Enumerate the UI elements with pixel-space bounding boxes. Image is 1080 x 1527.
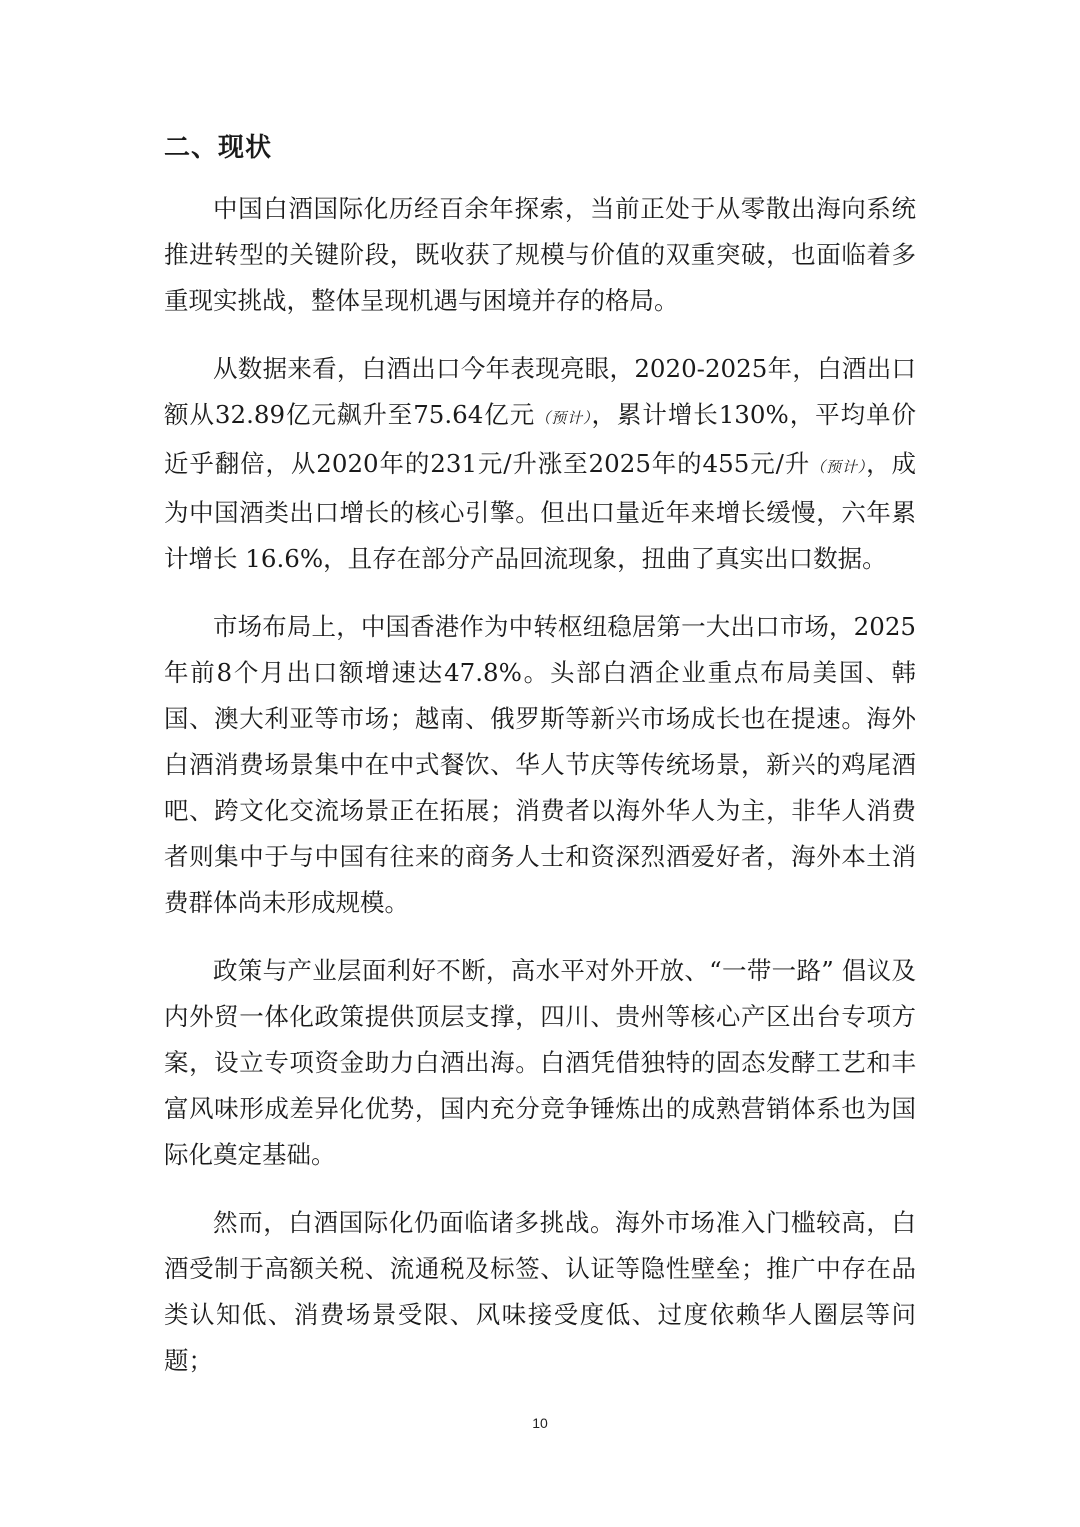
paragraph-2-text-a: 从数据来看，白酒出口今年表现亮眼，2020-2025年，白酒出口额从32.89亿元飙升至75.64亿元 [164, 354, 916, 429]
paragraph-3: 市场布局上，中国香港作为中转枢纽稳居第一大出口市场，2025年前8个月出口额增速达47.8%。头部白酒企业重点布局美国、韩国、澳大利亚等市场；越南、俄罗斯等新兴市场成长也在提速。海外白酒消费场景集中在中式餐饮、华人节庆等传统场景，新兴的鸡尾酒吧、跨文化交流场景正在拓展；消费者以海外华人为主，非华人消费者则集中于与中国有往来的商务人士和资深烈酒爱好者，海外本土消费群体尚未形成规模。 [164, 612, 916, 917]
paragraph-2-text-c: ，成为中国酒类出口增长的核心引擎。但出口量近年来增长缓慢，六年累计增长 16.6%，且存在部分产品回流现象，扭曲了真实出口数据。 [164, 449, 917, 573]
paragraph-2 [164, 346, 916, 582]
estimate-note-1: （预计） [535, 409, 592, 427]
document-body [164, 186, 916, 1406]
paragraph-5: 然而，白酒国际化仍面临诸多挑战。海外市场准入门槛较高，白酒受制于高额关税、流通税及标签、认证等隐性壁垒；推广中存在品类认知低、消费场景受限、风味接受度低、过度依赖华人圈层等问题； [164, 1208, 916, 1375]
page-number: 10 [532, 1415, 548, 1431]
section-heading: 二、现状 [164, 133, 273, 163]
paragraph-4: 政策与产业层面利好不断，高水平对外开放、“一带一路” 倡议及内外贸一体化政策提供顶层支撑，四川、贵州等核心产区出台专项方案，设立专项资金助力白酒出海。白酒凭借独特的固态发酵工艺和丰富风味形成差异化优势，国内充分竞争锤炼出的成熟营销体系也为国际化奠定基础。 [164, 956, 916, 1169]
paragraph-1: 中国白酒国际化历经百余年探索，当前正处于从零散出海向系统推进转型的关键阶段，既收获了规模与价值的双重突破，也面临着多重现实挑战，整体呈现机遇与困境并存的格局。 [164, 194, 916, 315]
paragraph-2-text-b: ，累计增长130%，平均单价近乎翻倍，从2020年的231元/升涨至2025年的455元/升 [164, 400, 916, 478]
estimate-note-2: （预计） [810, 458, 867, 476]
